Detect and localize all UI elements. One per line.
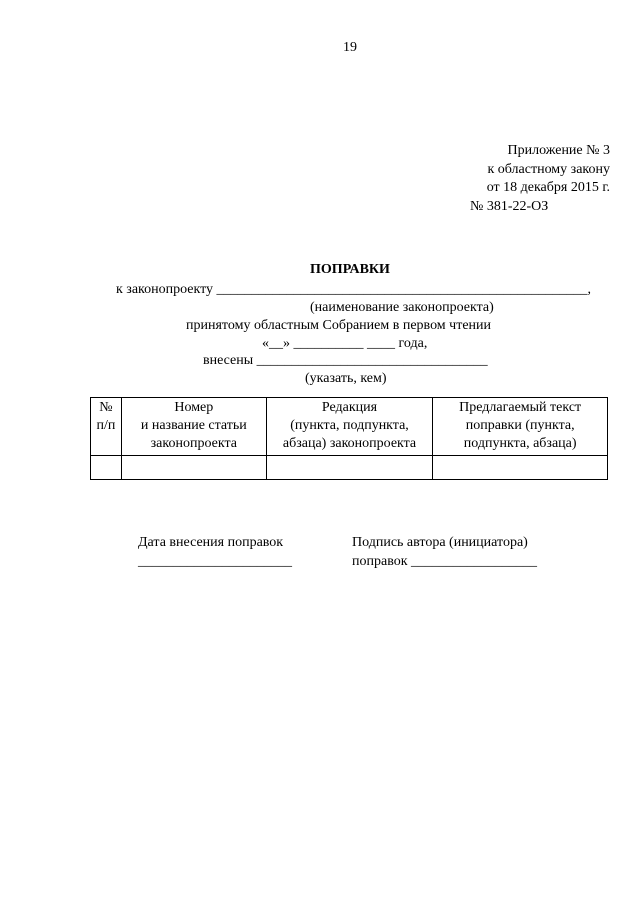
header-proposed-text <box>433 398 608 456</box>
header-wording-line-3: абзаца) законопроекта <box>282 436 417 451</box>
author-signature-block <box>352 533 537 571</box>
header-article <box>121 398 266 456</box>
header-proposed-line-1: Предлагаемый текст <box>459 400 582 415</box>
header-wording <box>266 398 433 456</box>
author-line: поправок __________________ <box>352 554 538 569</box>
appendix-line-4: № 381-22-ОЗ <box>470 198 549 214</box>
date-line: «__» __________ ____ года, <box>262 336 428 351</box>
table-cell[interactable] <box>91 456 122 480</box>
author-label: Подпись автора (инициатора) <box>352 535 528 550</box>
to-bill-line: к законопроекту _____________________________________________________, <box>116 282 592 297</box>
page-number: 19 <box>343 40 357 55</box>
table-row <box>91 456 608 480</box>
header-wording-line-2: (пункта, подпункта, <box>290 418 409 433</box>
table-cell[interactable] <box>121 456 266 480</box>
header-number-line-2: п/п <box>96 418 116 433</box>
table-header-row <box>91 398 608 456</box>
date-blank: ______________________ <box>138 554 292 569</box>
date-signature-block <box>138 533 292 571</box>
appendix-block <box>470 142 610 216</box>
document-title: ПОПРАВКИ <box>310 262 390 277</box>
header-number <box>91 398 122 456</box>
appendix-line-2: к областному закону <box>487 161 610 177</box>
appendix-line-1: Приложение № 3 <box>507 143 610 158</box>
adopted-line: принятому областным Собранием в первом чтении <box>186 318 492 333</box>
amendments-table <box>90 397 608 480</box>
submitted-line: внесены _________________________________ <box>203 353 488 368</box>
date-label: Дата внесения поправок <box>138 535 284 550</box>
header-proposed-line-2: поправки (пункта, <box>465 418 575 433</box>
bill-name-hint: (наименование законопроекта) <box>310 300 494 315</box>
table-cell[interactable] <box>433 456 608 480</box>
appendix-line-3: от 18 декабря 2015 г. <box>486 180 610 195</box>
submitted-hint: (указать, кем) <box>305 371 387 386</box>
header-article-line-2: и название статьи <box>140 418 247 433</box>
header-article-line-3: законопроекта <box>150 436 237 451</box>
header-article-line-1: Номер <box>174 400 214 415</box>
header-wording-line-1: Редакция <box>321 400 378 415</box>
header-number-line-1: № <box>99 400 113 415</box>
header-proposed-line-3: подпункта, абзаца) <box>463 436 577 451</box>
table-cell[interactable] <box>266 456 433 480</box>
